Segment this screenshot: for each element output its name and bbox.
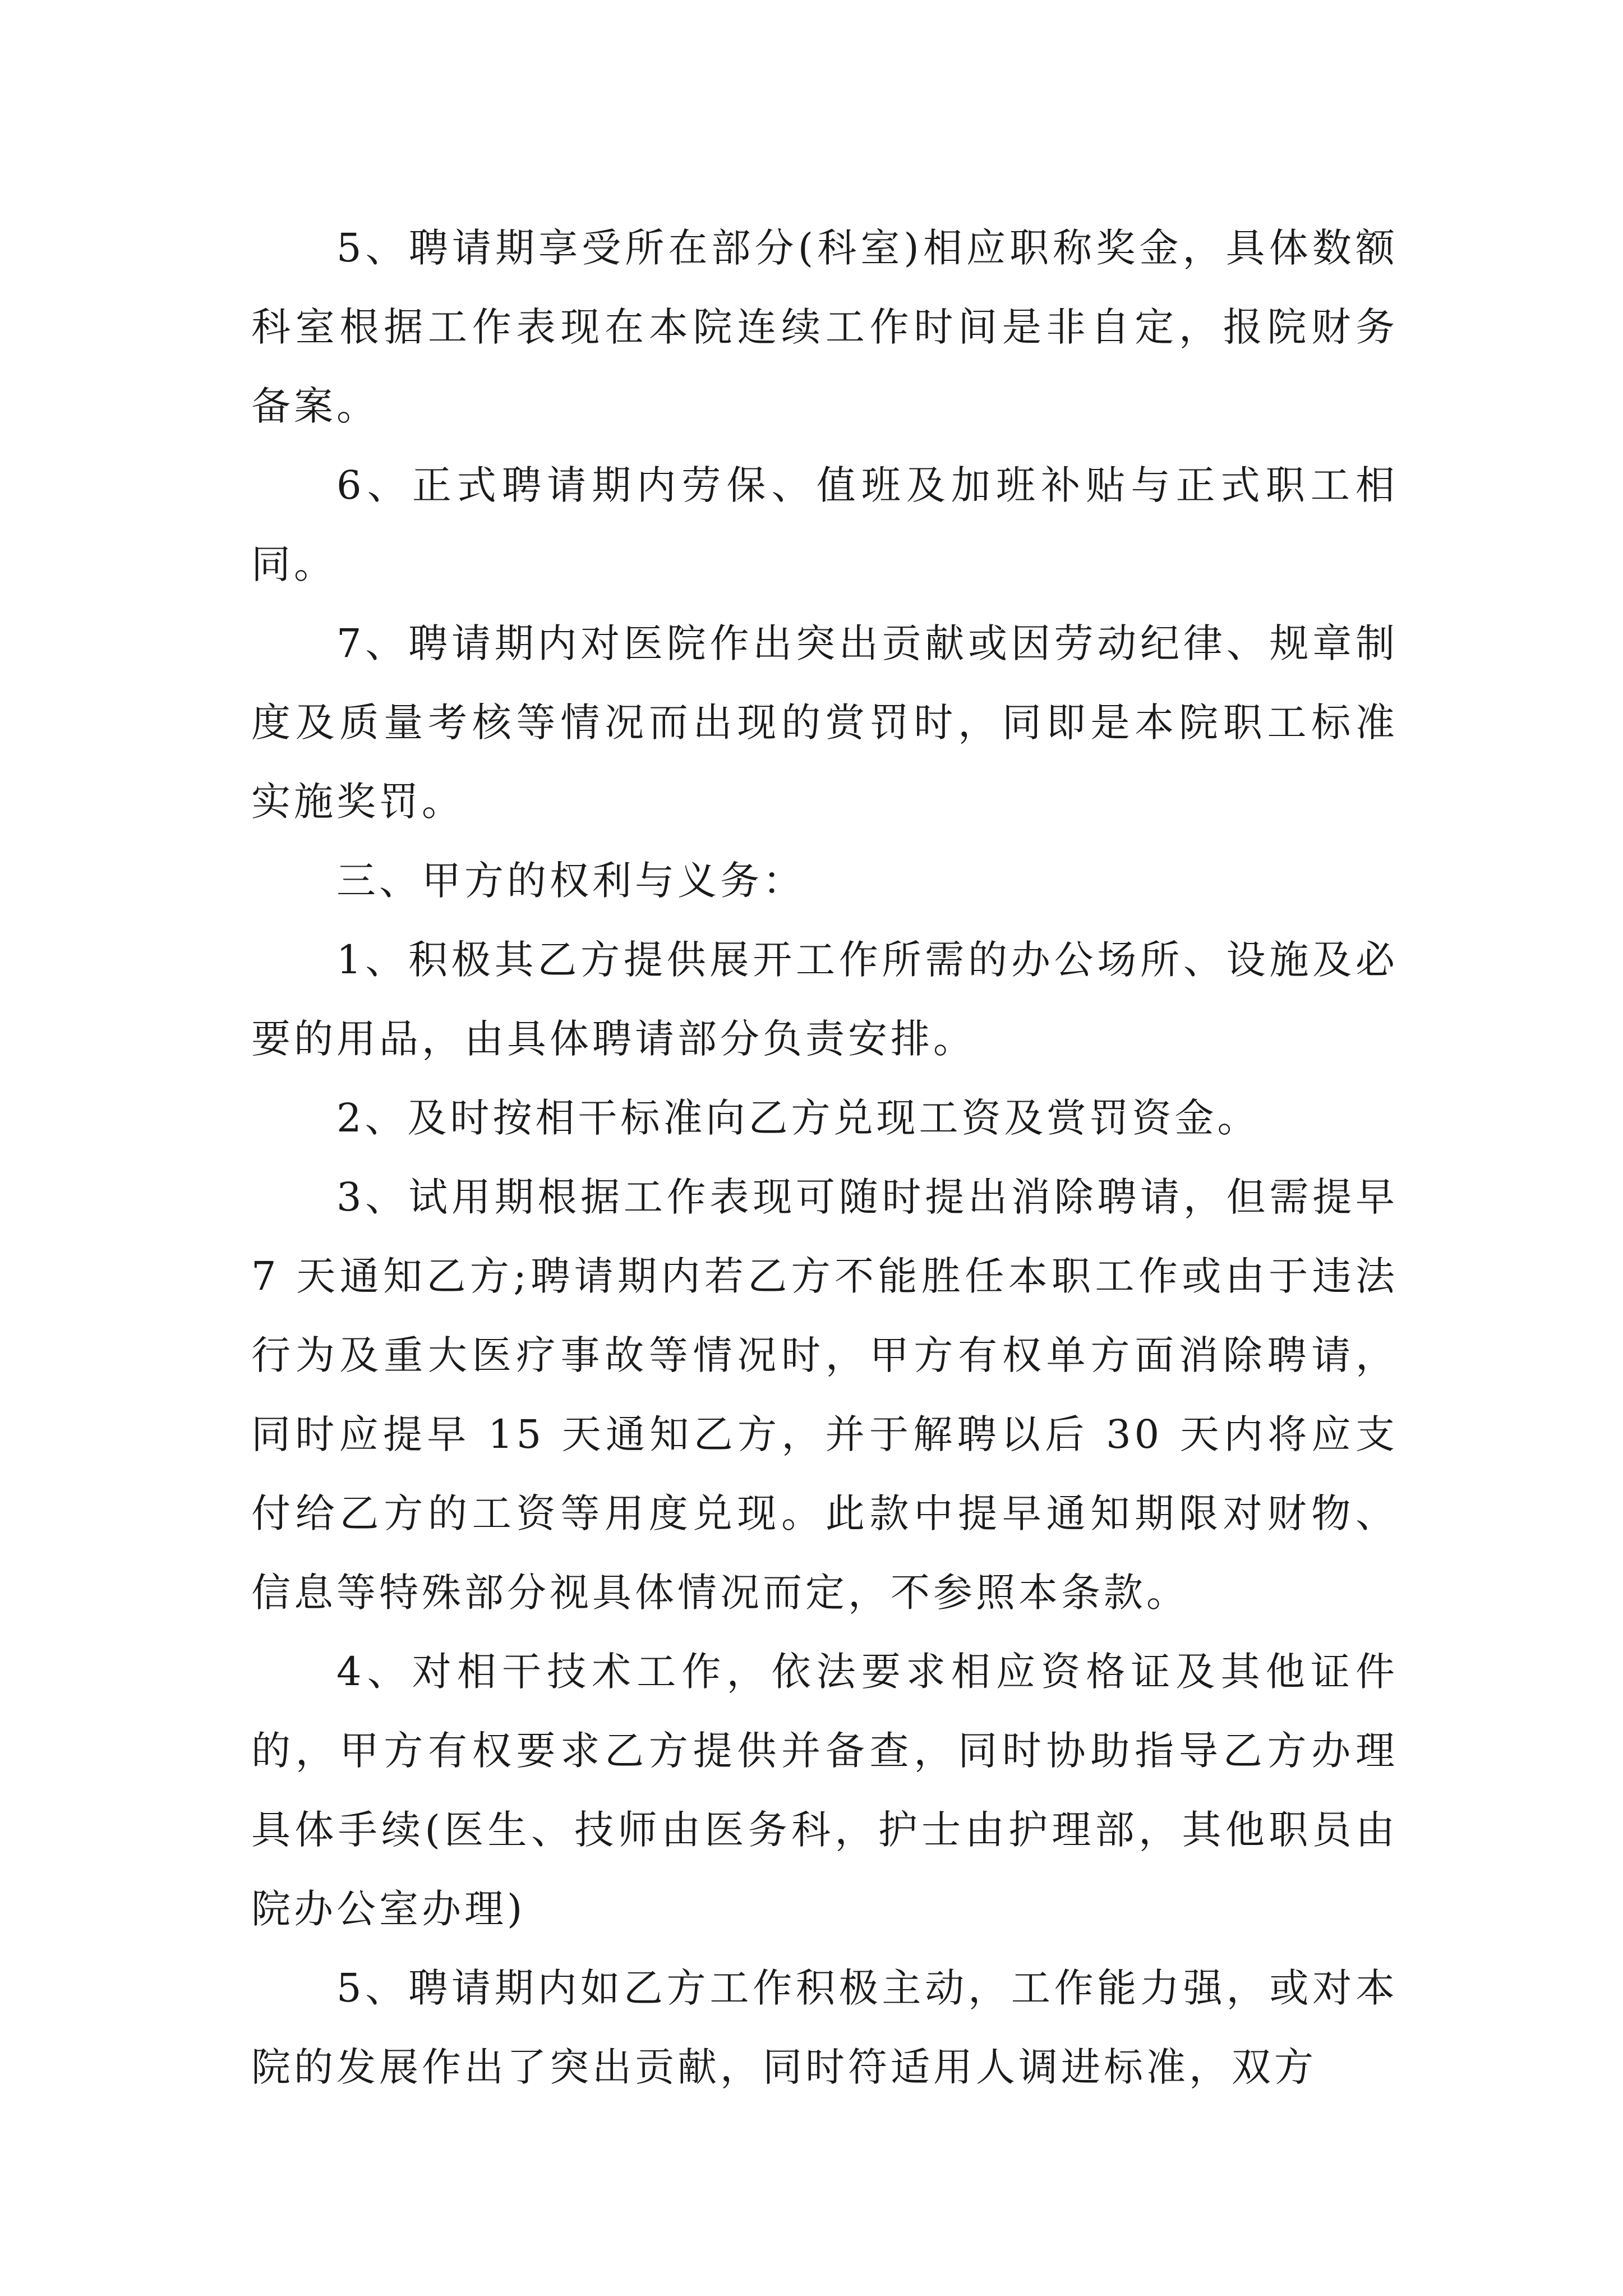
- document-body: [251, 209, 1398, 2107]
- paragraph-clause-6-allowance: 6、正式聘请期内劳保、值班及加班补贴与正式职工相同。: [251, 462, 1398, 587]
- section-heading-party-a-rights: 三、甲方的权利与义务：: [336, 858, 805, 904]
- paragraph-a-clause-3: 3、试用期根据工作表现可随时提出消除聘请，但需提早 7 天通知乙方;聘请期内若乙方不能胜任本职工作或由于违法行为及重大医疗事故等情况时，甲方有权单方面消除聘请，同时应提早 15 天通知乙方，并于解聘以后 30 天内将应支付给乙方的工资等用度兑现。此款中提早通知期限对财物、信息等特殊部分视具体情况而定，不参照本条款。: [251, 1174, 1398, 1616]
- paragraph-a-clause-1: 1、积极其乙方提供展开工作所需的办公场所、设施及必要的用品，由具体聘请部分负责安排。: [251, 937, 1398, 1062]
- paragraph-clause-5-bonus: 5、聘请期享受所在部分(科室)相应职称奖金，具体数额科室根据工作表现在本院连续工作时间是非自定，报院财务备案。: [251, 225, 1398, 429]
- paragraph-clause-7-rewards: 7、聘请期内对医院作出突出贡献或因劳动纪律、规章制度及质量考核等情况而出现的赏罚时，同即是本院职工标准实施奖罚。: [251, 620, 1398, 825]
- paragraph-a-clause-4: 4、对相干技术工作，依法要求相应资格证及其他证件的，甲方有权要求乙方提供并备查，同时协助指导乙方办理具体手续(医生、技师由医务科，护士由护理部，其他职员由院办公室办理): [251, 1649, 1398, 1932]
- paragraph-a-clause-5: 5、聘请期内如乙方工作积极主动，工作能力强，或对本院的发展作出了突出贡献，同时符适用人调进标准，双方: [251, 1965, 1398, 2090]
- paragraph-a-clause-2: 2、及时按相干标准向乙方兑现工资及赏罚资金。: [336, 1095, 1260, 1141]
